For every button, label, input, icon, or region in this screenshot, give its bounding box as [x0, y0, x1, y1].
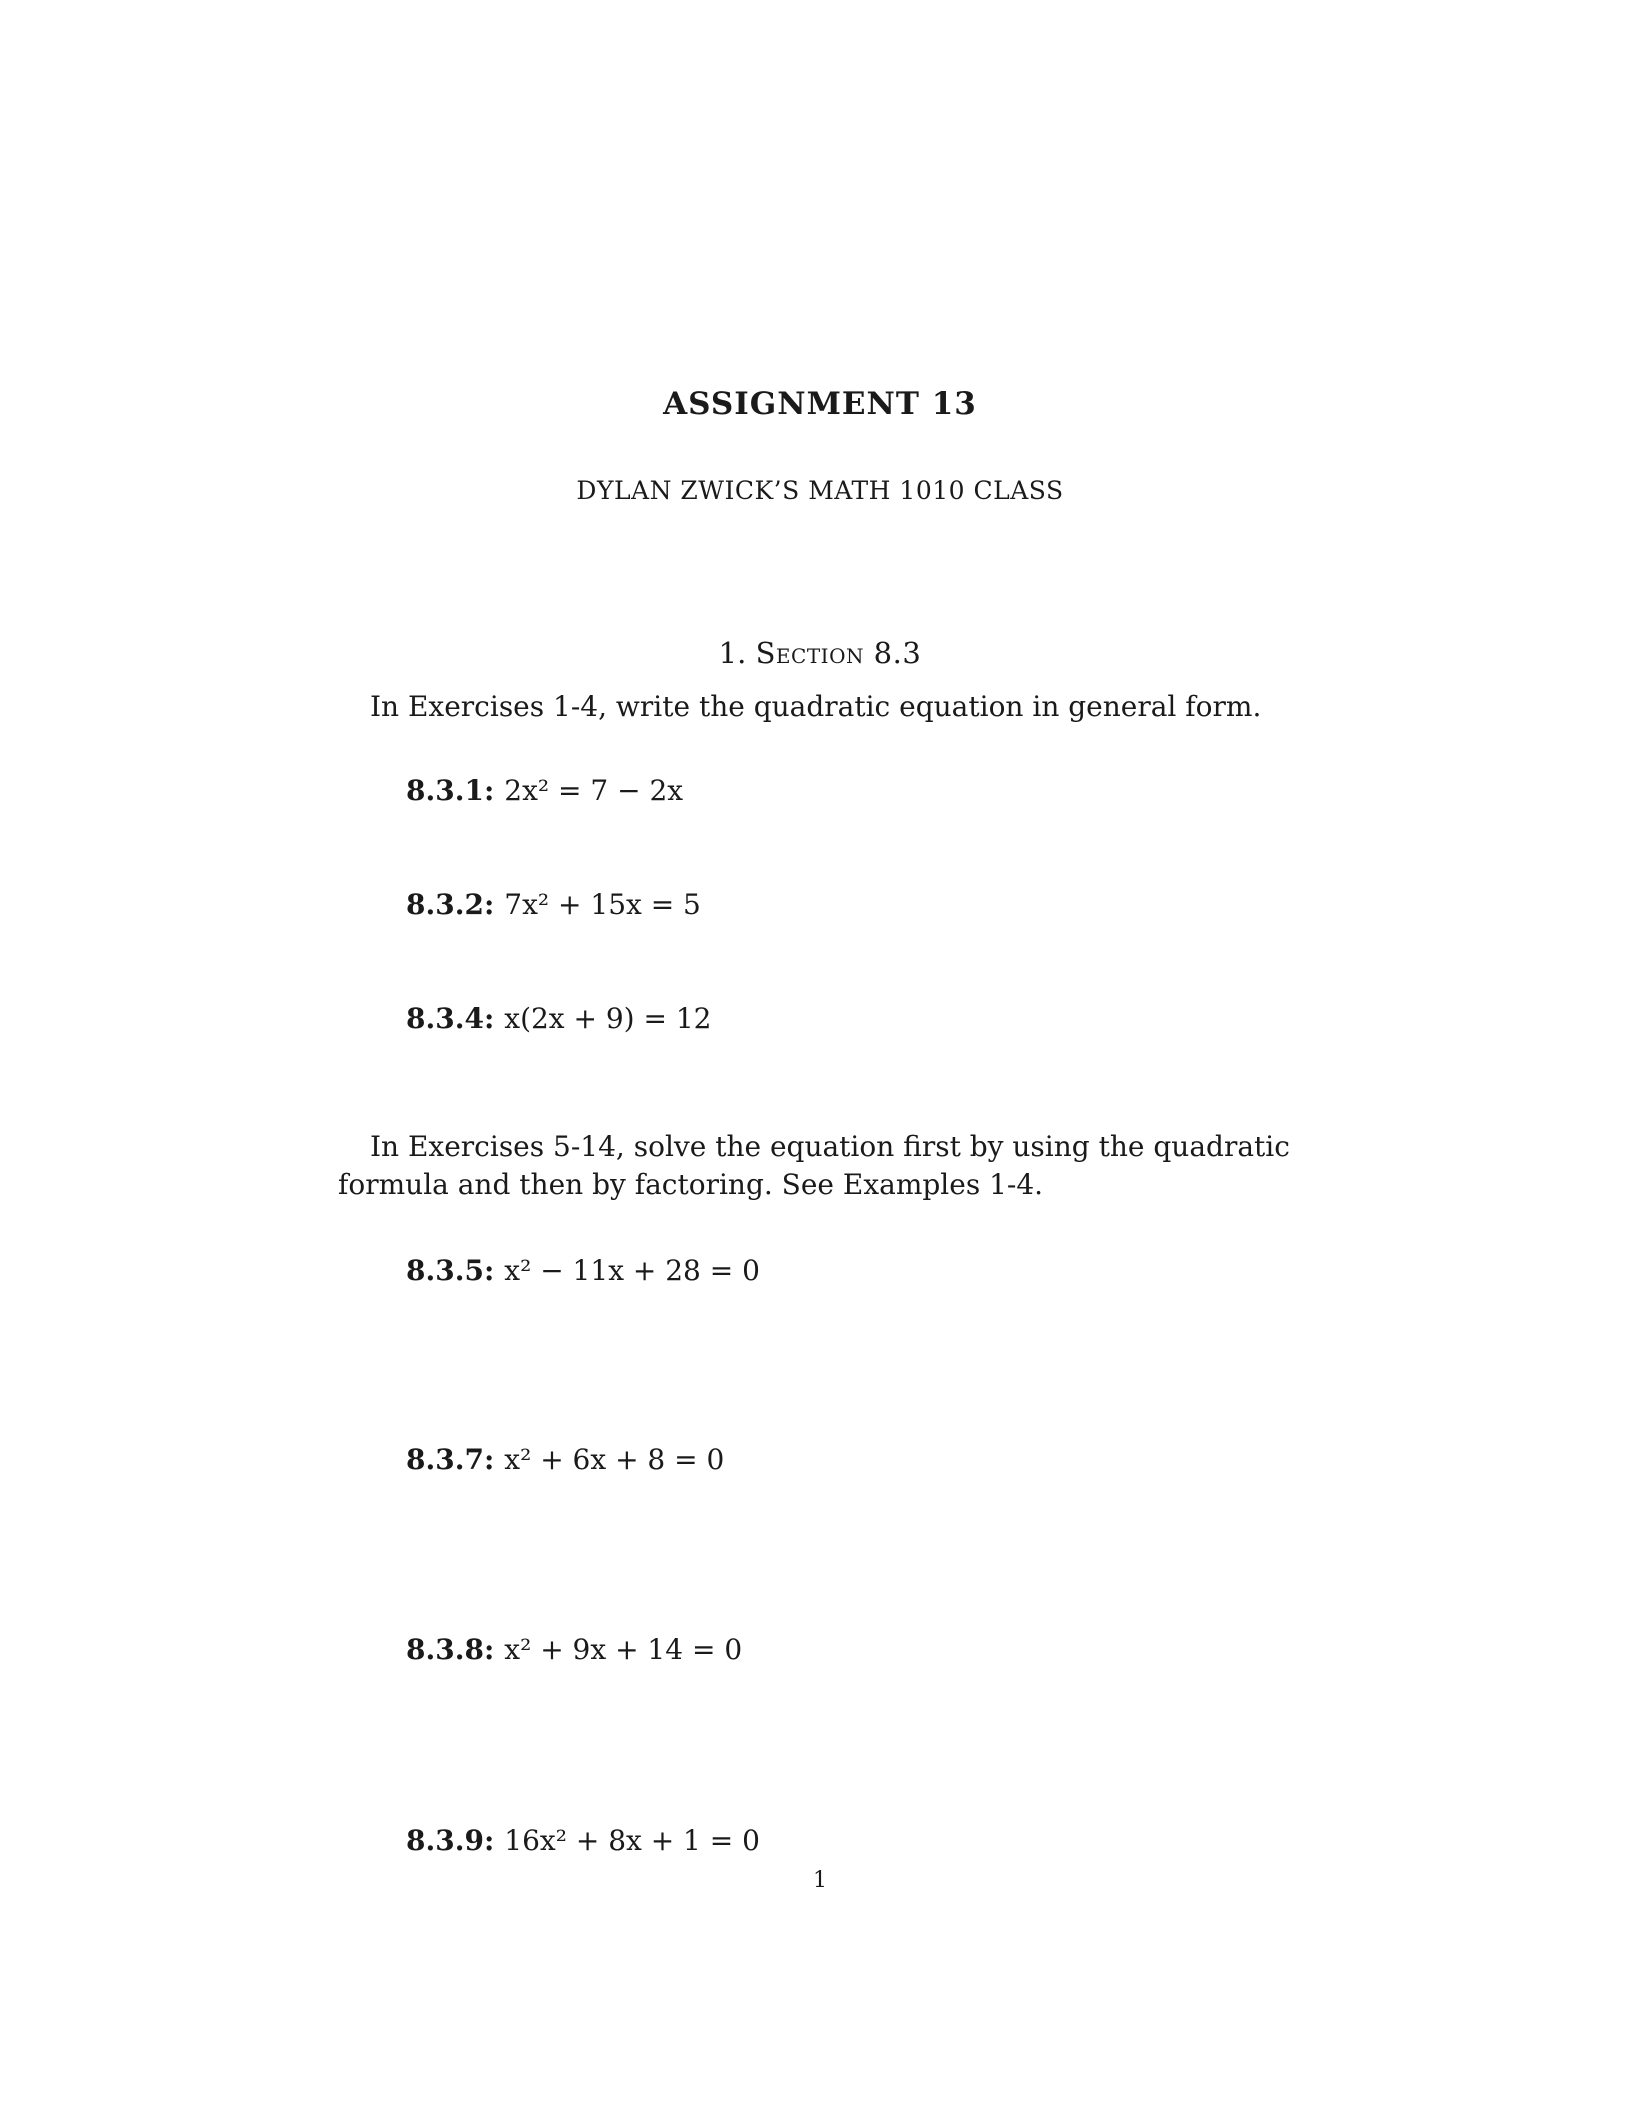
document-subtitle: DYLAN ZWICK’S MATH 1010 CLASS	[576, 476, 1064, 505]
page-number: 1	[813, 1868, 827, 1893]
exercise-equation: x² + 9x + 14 = 0	[504, 1633, 743, 1666]
exercise-equation: x² + 6x + 8 = 0	[504, 1443, 725, 1476]
exercise-8-3-5	[406, 1254, 760, 1287]
exercise-label: 8.3.8:	[406, 1633, 495, 1666]
instructions-1-text: In Exercises 1-4, write the quadratic equation in general form.	[370, 690, 1262, 723]
exercise-8-3-8	[406, 1633, 742, 1666]
exercise-label: 8.3.2:	[406, 888, 495, 921]
instructions-2	[338, 1128, 1298, 1204]
exercise-label: 8.3.7:	[406, 1443, 495, 1476]
exercise-8-3-1	[406, 774, 683, 807]
document-title: ASSIGNMENT 13	[663, 386, 977, 422]
exercise-8-3-4	[406, 1002, 712, 1035]
exercise-equation: 7x² + 15x = 5	[504, 888, 701, 921]
exercise-equation: 2x² = 7 − 2x	[504, 774, 684, 807]
exercise-equation: 16x² + 8x + 1 = 0	[504, 1824, 760, 1857]
section-number: 1.	[718, 636, 747, 670]
exercise-equation: x(2x + 9) = 12	[504, 1002, 712, 1035]
instructions-2-text: In Exercises 5-14, solve the equation first by using the quadratic formula and then by factoring. See Examples 1-4.	[338, 1130, 1290, 1201]
section-heading	[0, 636, 1640, 670]
exercise-8-3-7	[406, 1443, 724, 1476]
exercise-equation: x² − 11x + 28 = 0	[504, 1254, 760, 1287]
exercise-label: 8.3.5:	[406, 1254, 495, 1287]
exercise-label: 8.3.9:	[406, 1824, 495, 1857]
exercise-8-3-9	[406, 1824, 760, 1857]
exercise-8-3-2	[406, 888, 701, 921]
section-name: Section 8.3	[755, 636, 922, 670]
exercise-label: 8.3.4:	[406, 1002, 495, 1035]
exercise-label: 8.3.1:	[406, 774, 495, 807]
instructions-1	[338, 688, 1298, 726]
